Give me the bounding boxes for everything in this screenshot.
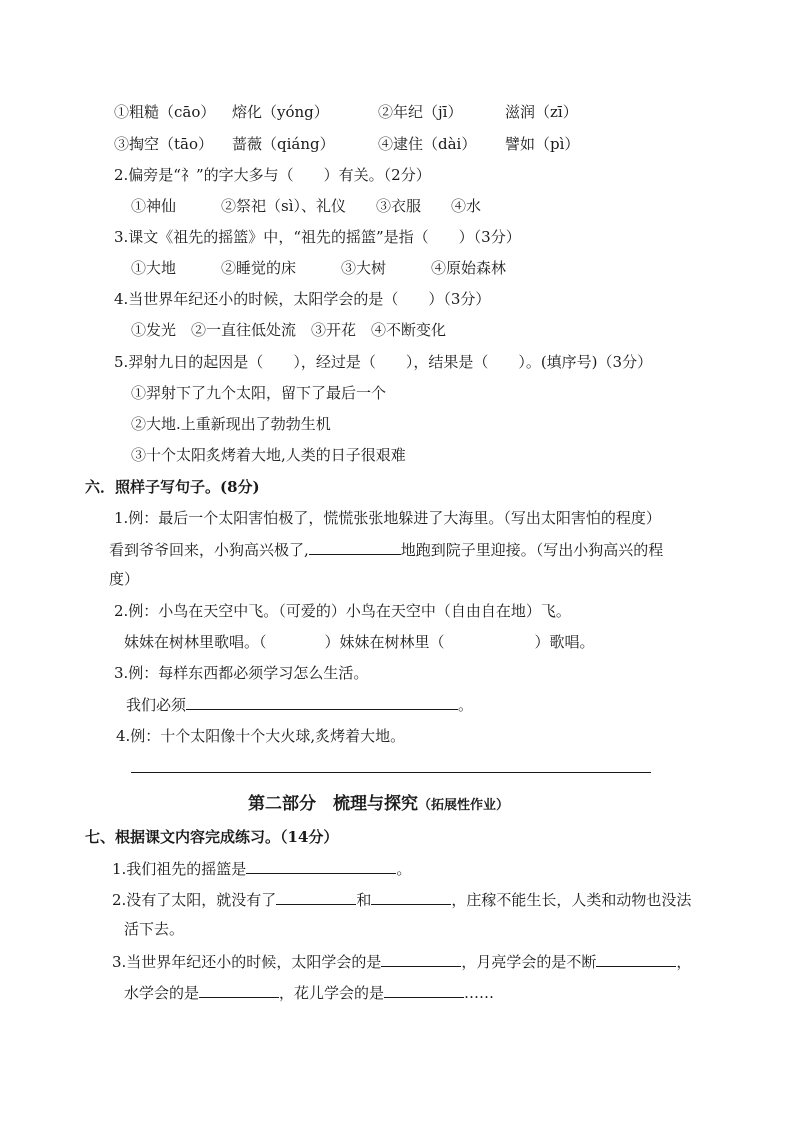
answer-option: ①羿射下了九个太阳，留下了最后一个 [131, 384, 387, 402]
sentence-text: ）妹妹在树林里（ [324, 633, 445, 651]
answer-options: ①大地 ②睡觉的床 ③大树 ④原始森林 [131, 259, 507, 277]
sentence-text: 和 [356, 891, 372, 909]
sentence-text: 妹妹在树林里歌唱。（ [124, 633, 267, 651]
fill-sentence [112, 888, 691, 911]
answer-blank[interactable] [381, 950, 461, 967]
fill-sentence [124, 631, 595, 653]
pinyin-option: 熔化（yóng） [232, 103, 329, 121]
sentence-text: 3.当世界年纪还小的时候，太阳学会的是 [112, 953, 382, 971]
fill-sentence [112, 857, 411, 880]
fill-sentence [124, 981, 494, 1004]
sentence-text: ， [676, 953, 692, 971]
answer-blank[interactable] [276, 888, 356, 905]
answer-options: ①神仙 ②祭祀（sì）、礼仪 ③衣服 ④水 [131, 197, 481, 215]
sentence-text: 活下去。 [124, 920, 185, 938]
pinyin-option: 滋润（zī） [505, 103, 578, 121]
answer-line[interactable] [131, 772, 651, 773]
answer-option: ③十个太阳炙烤着大地,人类的日子很艰难 [131, 446, 406, 464]
sentence-text: ，花儿学会的是 [279, 984, 385, 1002]
pinyin-option: ③掏空（tāo） [114, 135, 214, 153]
part-subtitle: （拓展性作业） [418, 798, 510, 813]
pinyin-option: ④逮住（dài） [378, 135, 477, 153]
sentence-text: 地跑到院子里迎接。（写出小狗高兴的程 [400, 541, 664, 559]
fill-sentence [126, 693, 473, 716]
answer-option: ②大地.上重新现出了勃勃生机 [131, 415, 331, 433]
answer-blank[interactable] [371, 888, 451, 905]
pinyin-option: ②年纪（jī） [378, 103, 463, 121]
sentence-text: 1.我们祖先的摇篮是 [112, 860, 247, 878]
part-title-text: 第二部分 梳理与探究 [248, 794, 418, 814]
sentence-text: ，月亮学会的是不断 [461, 953, 597, 971]
fill-sentence [109, 538, 663, 561]
answer-blank[interactable] [186, 693, 458, 710]
question-stem: 5.羿射九日的起因是（ ），经过是（ ），结果是（ ）。(填序号)（3分） [114, 353, 653, 371]
example-sentence: 2.例：小鸟在天空中飞。（可爱的）小鸟在天空中（自由自在地）飞。 [114, 602, 571, 620]
sentence-text: 。 [396, 860, 412, 878]
example-sentence: 1.例：最后一个太阳害怕极了，慌慌张张地躲进了大海里。（写出太阳害怕的程度） [114, 509, 661, 527]
sentence-text: …… [464, 984, 495, 1002]
sentence-text: ，庄稼不能生长，人类和动物也没法 [451, 891, 692, 909]
answer-options: ①发光 ②一直往低处流 ③开花 ④不断变化 [131, 321, 447, 339]
part-title [248, 791, 509, 819]
answer-blank[interactable] [596, 950, 676, 967]
answer-blank[interactable] [309, 538, 401, 555]
pinyin-option: 蔷薇（qiáng） [232, 135, 335, 153]
sentence-text: 。 [458, 696, 474, 714]
question-stem: 3.课文《祖先的摇篮》中，“祖先的摇篮”是指（ ）（3分） [114, 228, 521, 246]
answer-blank[interactable] [384, 981, 464, 998]
sentence-text: 看到爷爷回来，小狗高兴极了, [109, 541, 309, 559]
sentence-text: 我们必须 [126, 696, 187, 714]
answer-blank[interactable] [246, 857, 396, 874]
example-sentence: 3.例：每样东西都必须学习怎么生活。 [114, 664, 369, 682]
sentence-text: 度） [109, 570, 140, 588]
section-heading: 七、根据课文内容完成练习。（14分） [85, 828, 339, 846]
question-stem: 2.偏旁是“礻”的字大多与（ ）有关。（2分） [114, 166, 431, 184]
pinyin-option: 譬如（pì） [505, 135, 580, 153]
sentence-text: ）歌唱。 [534, 633, 595, 651]
sentence-text: 水学会的是 [124, 984, 200, 1002]
example-sentence: 4.例：十个太阳像十个大火球,炙烤着大地。 [116, 727, 406, 745]
section-heading: 六．照样子写句子。(8分) [85, 478, 260, 496]
fill-sentence [112, 950, 691, 973]
sentence-text: 2.没有了太阳，就没有了 [112, 891, 277, 909]
pinyin-option: ①粗糙（cāo） [114, 103, 216, 121]
question-stem: 4.当世界年纪还小的时候，太阳学会的是（ ）（3分） [114, 290, 491, 308]
answer-blank[interactable] [199, 981, 279, 998]
